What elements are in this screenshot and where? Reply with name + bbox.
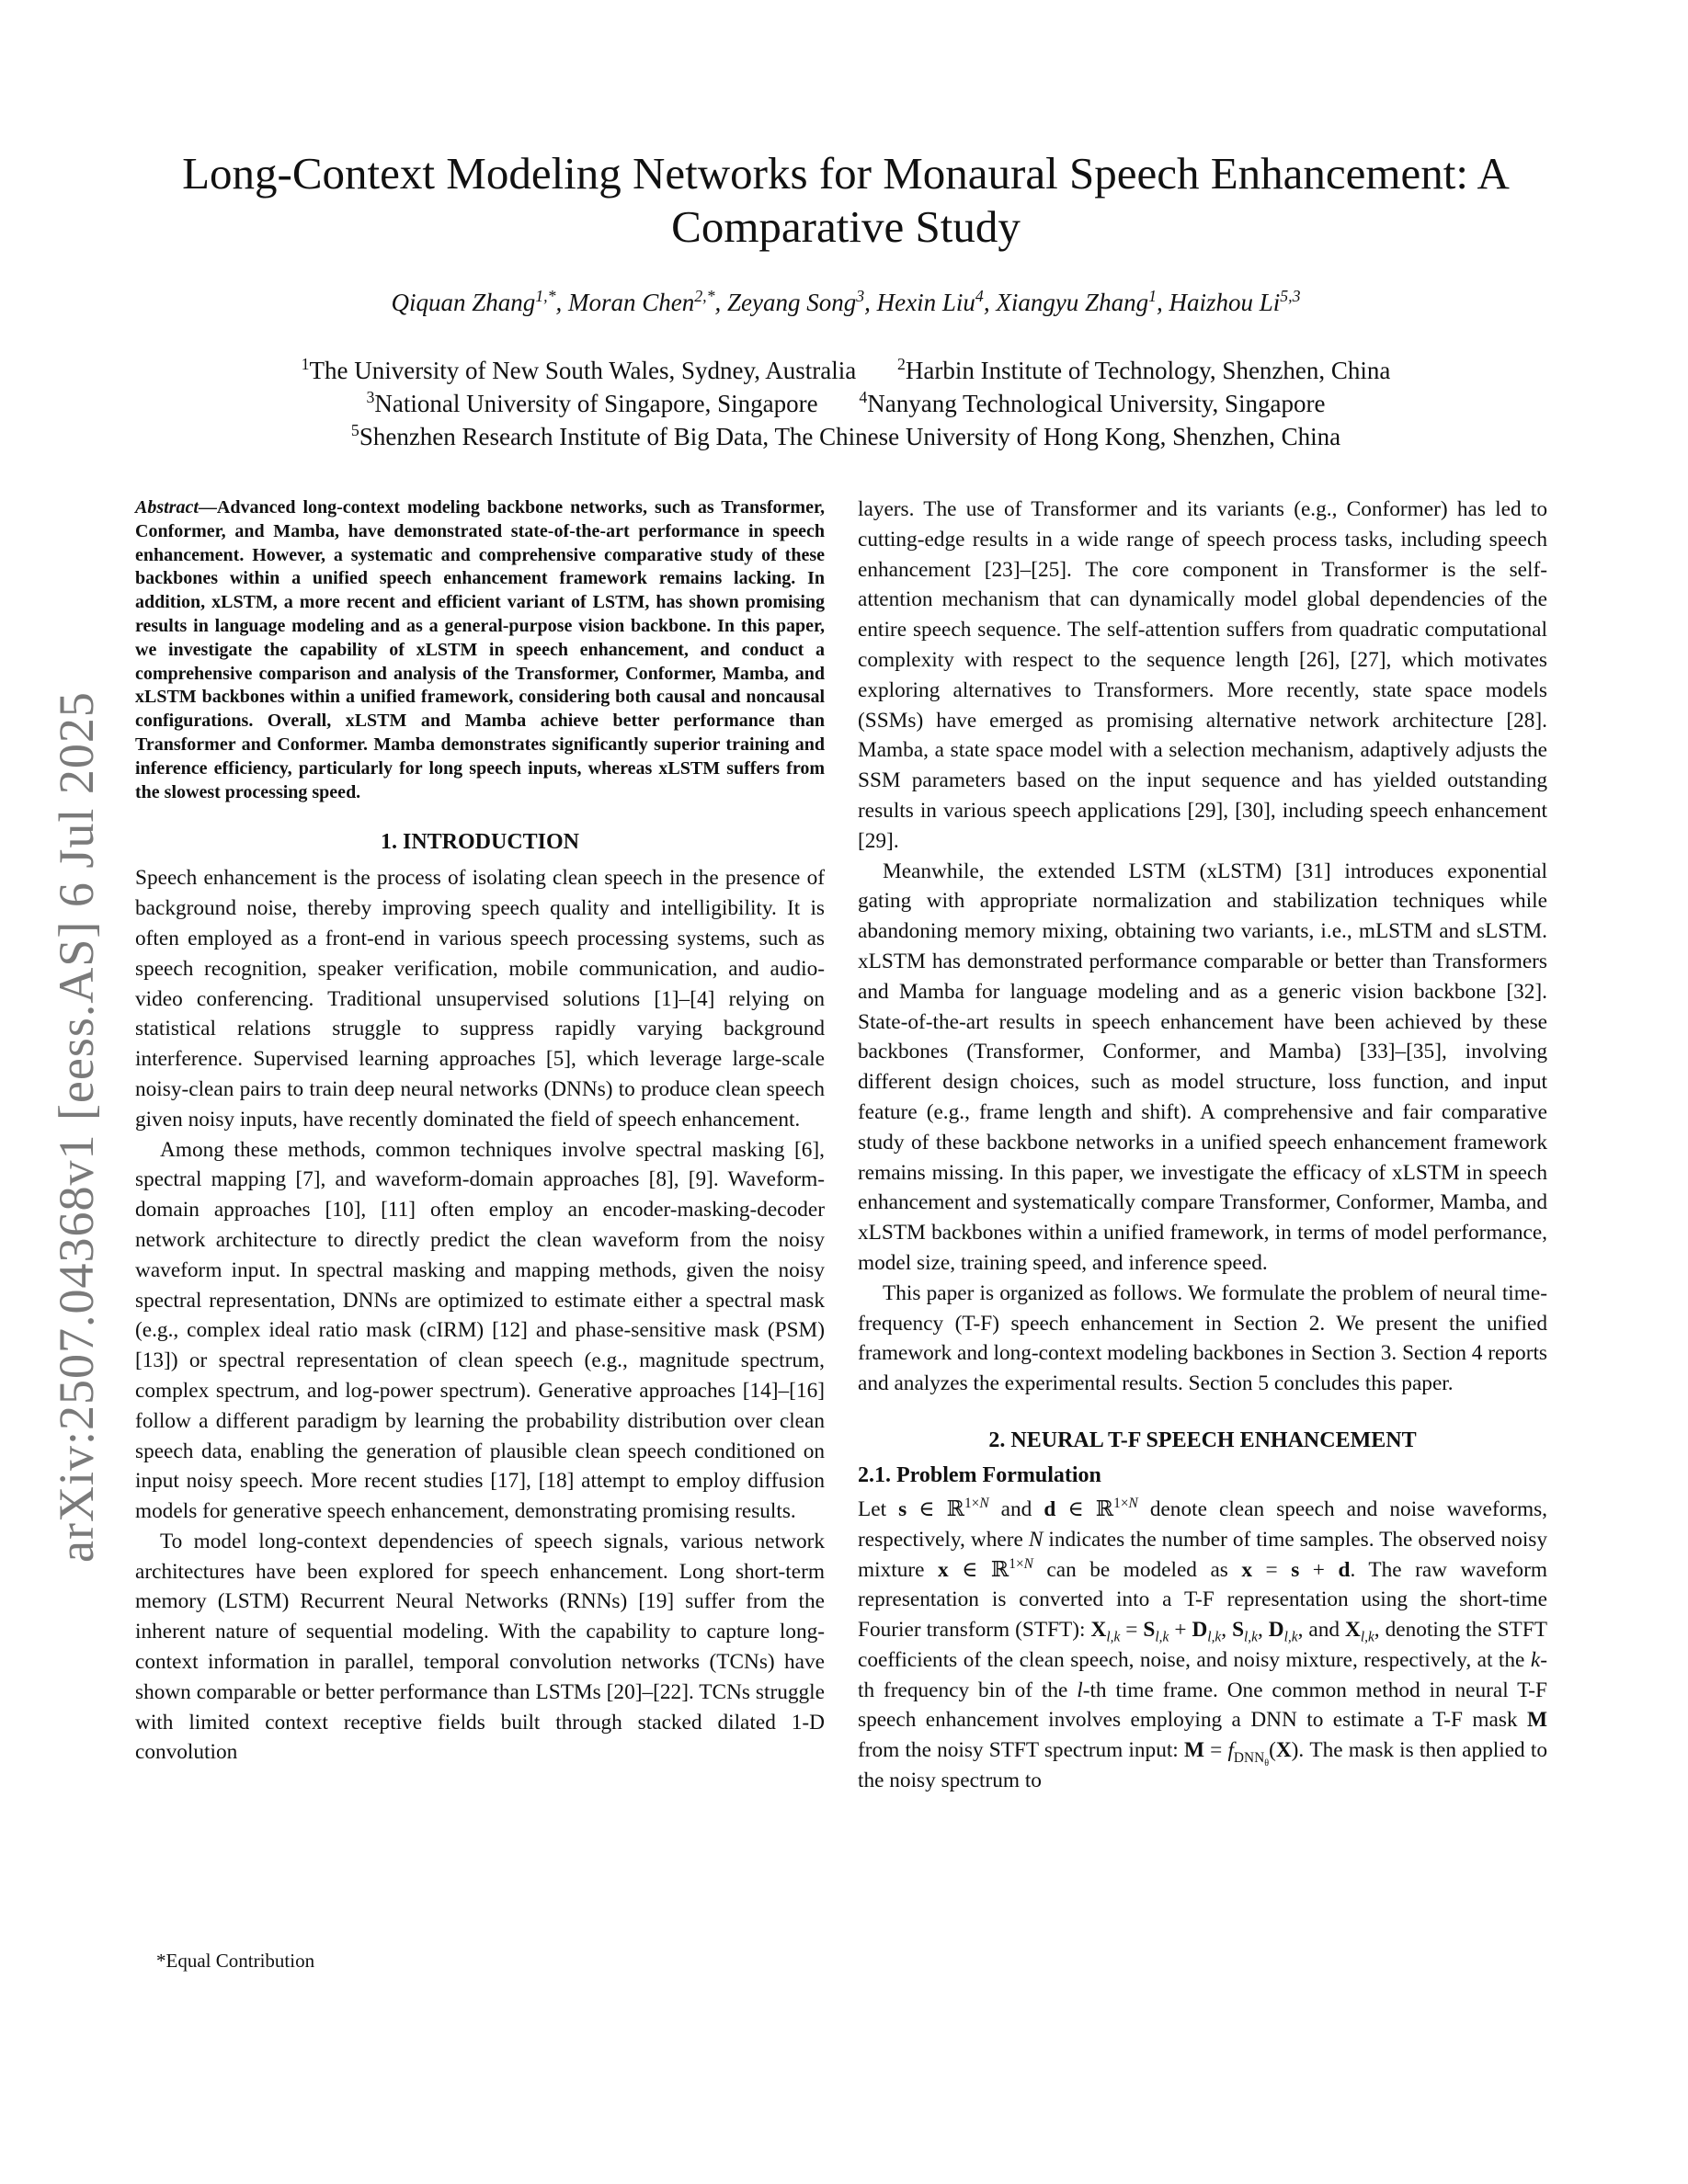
affiliation: $^3$National University of Singapore, Singapore: [366, 388, 818, 417]
affiliation: $^2$Harbin Institute of Technology, Shenzhen, China: [896, 355, 1391, 384]
paragraph: Meanwhile, the extended LSTM (xLSTM) [31] introduces exponential gating with appropriate normalization and stabilization techniques while abandoning memory mixing, obtaining two variants, i.e., mLSTM and sLSTM. xLSTM has demonstrated performance comparable or better than Transformers and Mamba for language modeling and as a generic vision backbone [32]. State-of-the-art results in speech enhancement have been achieved by these backbones (Transformer, Conformer, and Mamba) [33]–[35], involving different design choices, such as model structure, loss function, and input feature (e.g., frame length and shift). A comprehensive and fair comparative study of these backbone networks in a unified speech enhancement framework remains missing. In this paper, we investigate the efficacy of xLSTM in speech enhancement and systematically compare Transformer, Conformer, Mamba, and xLSTM backbones within a unified framework, in terms of model performance, model size, training speed, and inference speed.: [858, 859, 1547, 1275]
author: Moran Chen$^{2,*}$: [568, 287, 715, 316]
arxiv-identifier: arXiv:2507.04368v1 [eess.AS] 6 Jul 2025: [49, 691, 104, 1563]
subsection-heading: 2.1. Problem Formulation: [858, 1462, 1101, 1487]
author-list: Qiquan Zhang$^{1,*}$, Moran Chen$^{2,*}$, Zeyang Song$^3$, Hexin Liu$^4$, Xiangyu Zhang$^1$, Haizhou Li$^{5,3}$: [391, 287, 1301, 316]
paragraph: To model long-context dependencies of speech signals, various network architectures have been explored for speech enhancement. Long short-term memory (LSTM) Recurrent Neural Networks (RNNs) [19] suffer from the inherent nature of sequential modeling. With the capability to capture long-context information in parallel, temporal convolution networks (TCNs) have shown comparable or better performance than LSTMs [20]–[22]. TCNs struggle with limited context receptive fields built through stacked dilated 1-D convolution: [135, 1529, 825, 1765]
paragraph: Speech enhancement is the process of isolating clean speech in the presence of background noise, thereby improving speech quality and intelligibility. It is often employed as a front-end in various speech processing systems, such as speech recognition, speaker verification, mobile communication, and audio-video conferencing. Traditional unsupervised solutions [1]–[4] relying on statistical relations struggle to suppress rapidly varying background interference. Supervised learning approaches [5], which leverage large-scale noisy-clean pairs to train deep neural networks (DNNs) to produce clean speech given noisy inputs, have recently dominated the field of speech enhancement.: [135, 866, 825, 1132]
abstract: Abstract—Advanced long-context modeling backbone networks, such as Transformer, Conformer, and Mamba, have demonstrated state-of-the-art performance in speech enhancement. However, a systematic and comprehensive comparative study of these backbones within a unified speech enhancement framework remains lacking. In addition, xLSTM, a more recent and efficient variant of LSTM, has shown promising results in language modeling and as a general-purpose vision backbone. In this paper, we investigate the capability of xLSTM in speech enhancement, and conduct a comprehensive comparison and analysis of the Transformer, Conformer, Mamba, and xLSTM backbones within a unified framework, considering both causal and noncausal configurations. Overall, xLSTM and Mamba achieve better performance than Transformer and Conformer. Mamba demonstrates significantly superior training and inference efficiency, particularly for long speech inputs, whereas xLSTM suffers from the slowest processing speed.: [135, 497, 825, 802]
author: Zeyang Song$^3$: [727, 287, 865, 316]
author: Qiquan Zhang$^{1,*}$: [391, 287, 556, 316]
section-heading: 2. NEURAL T-F SPEECH ENHANCEMENT: [988, 1428, 1417, 1452]
abstract-label: Abstract: [135, 497, 199, 518]
affiliation-list: [129, 354, 1563, 453]
right-column: [858, 495, 1547, 1796]
affiliation: $^4$Nanyang Technological University, Singapore: [859, 388, 1326, 417]
paper-title: Long-Context Modeling Networks for Monaural Speech Enhancement: A Comparative Study: [182, 148, 1510, 252]
paragraph: layers. The use of Transformer and its variants (e.g., Conformer) has led to cutting-edge results in a wide range of speech process tasks, including speech enhancement [23]–[25]. The core component in Transformer is the self-attention mechanism that can dynamically model global dependencies of the entire speech sequence. The self-attention suffers from quadratic computational complexity with respect to the sequence length [26], [27], which motivates exploring alternatives to Transformers. More recently, state space models (SSMs) have emerged as promising alternative network architecture [28]. Mamba, a state space model with a selection mechanism, adaptively adjusts the SSM parameters based on the input sequence and has yielded outstanding results in various speech applications [29], [30], including speech enhancement [29].: [858, 497, 1547, 853]
author: Hexin Liu$^4$: [876, 287, 984, 316]
affiliation: $^1$The University of New South Wales, Sydney, Australia: [301, 355, 857, 384]
footnote: *Equal Contribution: [156, 1950, 315, 1972]
affiliation: $^5$Shenzhen Research Institute of Big Data, The Chinese University of Hong Kong, Shenzhen, China: [350, 421, 1341, 450]
paragraph: This paper is organized as follows. We formulate the problem of neural time-frequency (T-F) speech enhancement in Section 2. We present the unified framework and long-context modeling backbones in Section 3. Section 4 reports and analyzes the experimental results. Section 5 concludes this paper.: [858, 1280, 1547, 1396]
left-column: [135, 496, 825, 1768]
paragraph: Among these methods, common techniques involve spectral masking [6], spectral mapping [7], and waveform-domain approaches [8], [9]. Waveform-domain approaches [10], [11] often employ an encoder-masking-decoder network architecture to directly predict the clean waveform from the noisy waveform input. In spectral masking and mapping methods, given the noisy spectral representation, DNNs are optimized to estimate either a spectral mask (e.g., complex ideal ratio mask (cIRM) [12] and phase-sensitive mask (PSM) [13]) or spectral representation of clean speech (e.g., magnitude spectrum, complex spectrum, and log-power spectrum). Generative approaches [14]–[16] follow a different paradigm by learning the probability distribution over clean speech data, enabling the generation of plausible clean speech conditioned on input noisy speech. More recent studies [17], [18] attempt to employ diffusion models for generative speech enhancement, demonstrating promising results.: [135, 1137, 825, 1524]
author: Xiangyu Zhang$^1$: [996, 287, 1157, 316]
paragraph: Let s ∈ ℝ$^{1\times N}$ and d ∈ ℝ$^{1\times N}$ denote clean speech and noise waveforms, respectively, where N indicates the number of time samples. The observed noisy mixture x ∈ ℝ$^{1\times N}$ can be modeled as x = s + d. The raw waveform representation is converted into a T-F representation using the short-time Fourier transform (STFT): $X_{l,k} = S_{l,k} + D_{l,k}$, $S_{l,k}$, $D_{l,k}$, and $X_{l,k}$, denoting the STFT coefficients of the clean speech, noise, and noisy mixture, respectively, at the k-th frequency bin of the l-th time frame. One common method in neural T-F speech enhancement involves employing a DNN to estimate a T-F mask M from the noisy STFT spectrum input: $M = f_{DNN_\theta}(X)$. The mask is then applied to the noisy spectrum to: [858, 1496, 1548, 1793]
section-heading: 1. INTRODUCTION: [380, 830, 580, 855]
author: Haizhou Li$^{5,3}$: [1169, 287, 1301, 316]
